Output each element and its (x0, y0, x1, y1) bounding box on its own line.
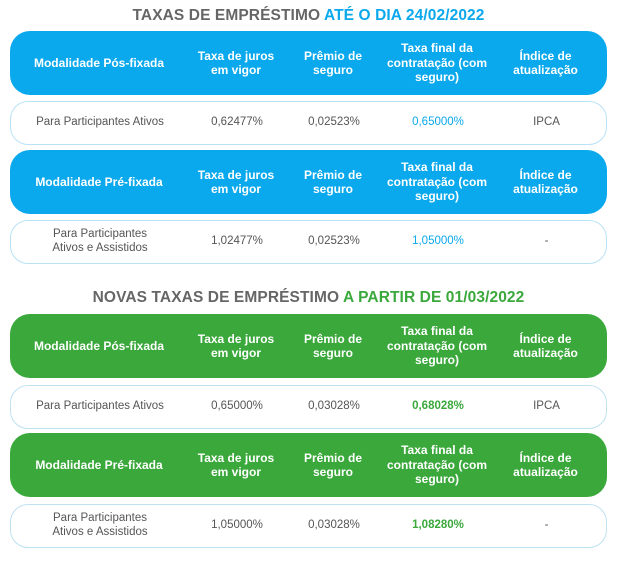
section-2-title (0, 289, 617, 307)
row-taxa-juros: 0,62477% (211, 116, 263, 129)
header-taxa-final: Taxa final da contratação (com seguro) (386, 160, 488, 204)
header-modalidade: Modalidade Pós-fixada (33, 338, 165, 353)
header-indice: Índice de atualização (513, 167, 578, 196)
row-premio-seguro: 0,03028% (308, 519, 360, 532)
section-2-title-main: NOVAS TAXAS DE EMPRÉSTIMO (92, 289, 340, 306)
row-premio-seguro: 0,03028% (308, 400, 360, 413)
table-row (10, 220, 607, 264)
section-1-title (0, 7, 617, 25)
header-modalidade: Modalidade Pós-fixada (33, 55, 165, 70)
header-taxa-juros: Taxa de juros em vigor (197, 450, 275, 479)
section-2-title-date: A PARTIR DE 01/03/2022 (342, 289, 525, 306)
row-participantes: Para Participantes Ativos (36, 400, 164, 413)
row-taxa-juros: 0,65000% (211, 400, 263, 413)
header-premio-seguro: Prêmio de seguro (303, 331, 363, 360)
row-premio-seguro: 0,02523% (308, 235, 360, 248)
row-taxa-juros: 1,02477% (211, 235, 263, 248)
header-taxa-juros: Taxa de juros em vigor (197, 48, 275, 77)
row-indice: - (544, 235, 549, 248)
table-header-pos-fixada-current (10, 31, 607, 95)
header-premio-seguro: Prêmio de seguro (303, 167, 363, 196)
header-taxa-juros: Taxa de juros em vigor (197, 331, 275, 360)
header-premio-seguro: Prêmio de seguro (303, 48, 363, 77)
row-taxa-juros: 1,05000% (211, 519, 263, 532)
table-row (10, 101, 607, 145)
row-taxa-final: 0,68028% (412, 400, 464, 413)
header-taxa-juros: Taxa de juros em vigor (197, 167, 275, 196)
row-indice: IPCA (533, 116, 560, 129)
table-row (10, 385, 607, 429)
row-taxa-final: 1,08280% (412, 519, 464, 532)
row-participantes: Para Participantes Ativos (36, 116, 164, 129)
header-modalidade: Modalidade Pré-fixada (35, 457, 163, 472)
table-header-pre-fixada-new (10, 433, 607, 497)
header-indice: Índice de atualização (513, 48, 578, 77)
header-modalidade: Modalidade Pré-fixada (35, 174, 163, 189)
header-indice: Índice de atualização (513, 450, 578, 479)
row-taxa-final: 0,65000% (412, 116, 464, 129)
header-taxa-final: Taxa final da contratação (com seguro) (386, 324, 488, 368)
section-1-title-date: ATÉ O DIA 24/02/2022 (323, 7, 485, 24)
row-premio-seguro: 0,02523% (308, 116, 360, 129)
header-premio-seguro: Prêmio de seguro (303, 450, 363, 479)
header-taxa-final: Taxa final da contratação (com seguro) (386, 443, 488, 487)
section-1-title-main: TAXAS DE EMPRÉSTIMO (132, 7, 321, 24)
table-header-pre-fixada-current (10, 150, 607, 214)
row-participantes: Para Participantes Ativos e Assistidos (52, 228, 148, 254)
row-indice: IPCA (533, 400, 560, 413)
row-taxa-final: 1,05000% (412, 235, 464, 248)
header-indice: Índice de atualização (513, 331, 578, 360)
row-indice: - (544, 519, 549, 532)
header-taxa-final: Taxa final da contratação (com seguro) (386, 41, 488, 85)
row-participantes: Para Participantes Ativos e Assistidos (52, 512, 148, 538)
table-header-pos-fixada-new (10, 314, 607, 378)
table-row (10, 504, 607, 548)
